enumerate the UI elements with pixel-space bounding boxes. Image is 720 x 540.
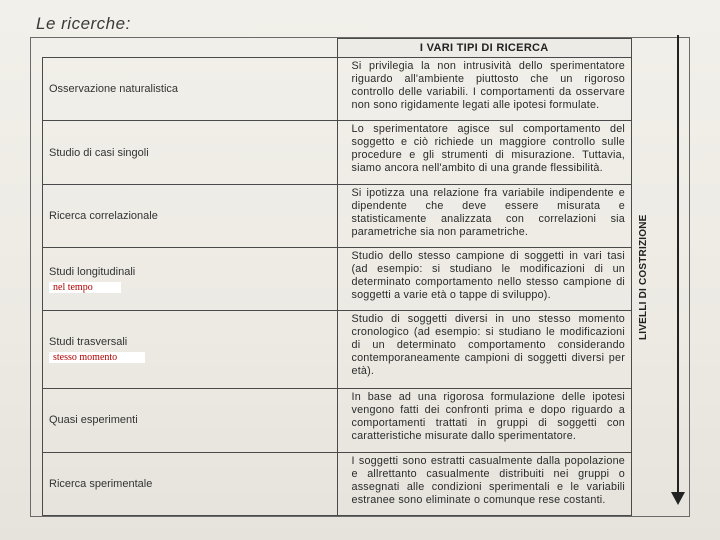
- research-type-label: Osservazione naturalistica: [49, 83, 179, 96]
- research-type-label: Quasi esperimenti: [49, 414, 138, 427]
- research-type-cell: [43, 58, 338, 121]
- research-description: Lo sperimentatore agisce sul comportamento del soggetto e ciò richiede un maggiore controllo sulle procedure e gli strumenti di misurazione. Tuttavia, siamo ancora nell'ambito di una grande flessibilità.: [337, 121, 632, 184]
- table-header-row: [43, 39, 632, 58]
- research-type-cell: [43, 452, 338, 515]
- table-row: [43, 184, 632, 247]
- handwritten-note: stesso momento: [49, 352, 145, 363]
- research-type-cell: [43, 248, 338, 311]
- table-row: [43, 389, 632, 452]
- table-row: [43, 311, 632, 389]
- research-type-label: Ricerca correlazionale: [49, 209, 158, 222]
- arrow-down-icon: [671, 492, 685, 505]
- constraint-arrow-line: [677, 35, 679, 495]
- research-type-label: Studio di casi singoli: [49, 146, 149, 159]
- research-type-cell: [43, 389, 338, 452]
- research-type-label: Studi trasversali: [49, 336, 128, 349]
- research-type-label: Ricerca sperimentale: [49, 477, 153, 490]
- header-blank-cell: [43, 39, 338, 58]
- constraint-axis-label: LIVELLI DI COSTRIZIONE: [638, 214, 649, 340]
- research-types-table: [42, 38, 632, 516]
- table-row: [43, 452, 632, 515]
- table-row: [43, 248, 632, 311]
- research-description: Studio di soggetti diversi in uno stesso momento cronologico (ad esempio: si studiano le modificazioni di un determinato comportamento considerando contemporaneamente campioni di soggetti diversi per età).: [337, 311, 632, 389]
- research-description: In base ad una rigorosa formulazione delle ipotesi vengono fatti dei confronti prima e dopo riguardo a comportamenti trattati in gruppi di soggetti con caratteristiche misurate dallo sperimentatore.: [337, 389, 632, 452]
- table-row: [43, 121, 632, 184]
- research-type-cell: [43, 121, 338, 184]
- table-title: I VARI TIPI DI RICERCA: [337, 39, 632, 58]
- table-row: [43, 58, 632, 121]
- research-type-label: Studi longitudinali: [49, 265, 136, 278]
- handwritten-note: nel tempo: [49, 282, 121, 293]
- research-type-cell: [43, 184, 338, 247]
- page-heading: Le ricerche:: [36, 14, 131, 33]
- research-description: Si ipotizza una relazione fra variabile indipendente e dipendente che deve essere misurata e statisticamente analizzata con correlazioni sia parametriche sia non parametriche.: [337, 184, 632, 247]
- research-description: I soggetti sono estratti casualmente dalla popolazione e allrettanto casualmente distribuiti nei gruppi o assegnati alle condizioni sperimentali e le variabili estranee sono eliminate o comunque rese costanti.: [337, 452, 632, 515]
- research-type-cell: [43, 311, 338, 389]
- research-description: Si privilegia la non intrusività dello sperimentatore riguardo all'ambiente piuttosto che un rigoroso controllo delle variabili. I comportamenti da osservare non sono rigidamente legati alle ipotesi formulate.: [337, 58, 632, 121]
- research-description: Studio dello stesso campione di soggetti in vari tasi (ad esempio: si studiano le modificazioni di un determinato comportamento nello stesso campione di soggetti a varie età o tappe di sviluppo).: [337, 248, 632, 311]
